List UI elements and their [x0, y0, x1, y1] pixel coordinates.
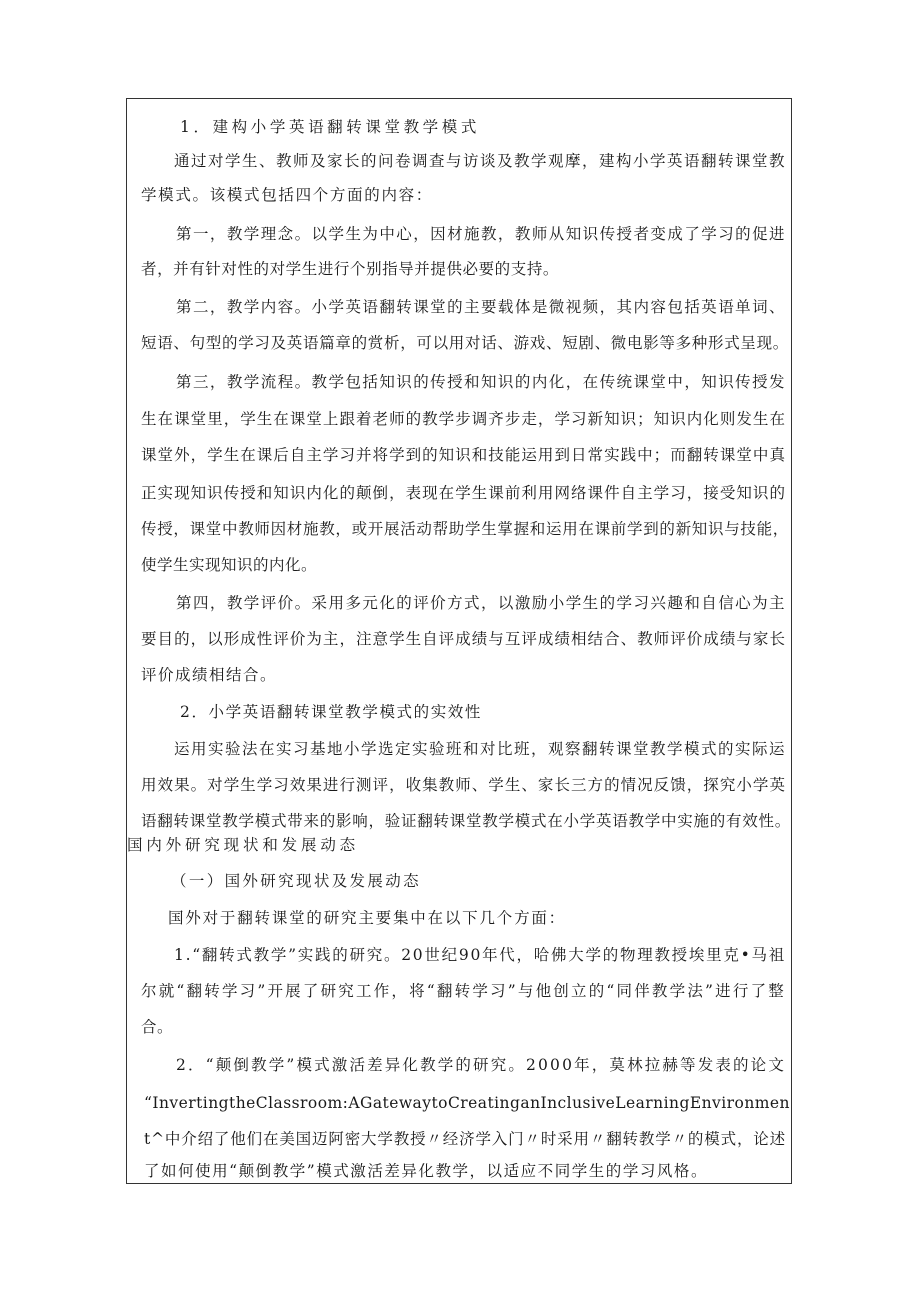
paragraph-line: 生在课堂里，学生在课堂上跟着老师的教学步调齐步走，学习新知识；知识内化则发生在: [141, 410, 786, 428]
subsection-heading: （一）国外研究现状及发展动态: [171, 872, 421, 890]
paragraph-line: 了如何使用“颠倒教学”模式激活差异化教学，以适应不同学生的学习风格。: [144, 1162, 708, 1180]
paragraph-line: 2．“颠倒教学”模式激活差异化教学的研究。2000年，莫林拉赫等发表的论文: [176, 1056, 786, 1074]
paragraph-line: 者，并有针对性的对学生进行个别指导并提供必要的支持。: [141, 260, 559, 278]
paragraph-line: 国外对于翻转课堂的研究主要集中在以下几个方面：: [168, 909, 566, 927]
paragraph-line: 评价成绩相结合。: [141, 666, 277, 684]
paragraph-line: t^中介绍了他们在美国迈阿密大学教授〃经济学入门〃时采用〃翻转教学〃的模式，论述: [144, 1130, 786, 1148]
paragraph-line: 第四，教学评价。采用多元化的评价方式，以激励小学生的学习兴趣和自信心为主: [176, 594, 786, 612]
paragraph-line: “InvertingtheClassroom:AGatewaytoCreatinganInclusiveLearningEnvironmen: [144, 1094, 790, 1112]
paragraph-line: 合。: [141, 1018, 173, 1036]
paragraph-line: 使学生实现知识的内化。: [141, 556, 317, 574]
paragraph-line: 第二，教学内容。小学英语翻转课堂的主要载体是微视频，其内容包括英语单词、: [176, 298, 786, 316]
content-table-cell: [126, 98, 792, 1184]
paragraph-line: 第三，教学流程。教学包括知识的传授和知识的内化，在传统课堂中，知识传授发: [176, 373, 786, 391]
paragraph-line: 用效果。对学生学习效果进行测评，收集教师、学生、家长三方的情况反馈，探究小学英: [141, 776, 786, 794]
paragraph-line: 课堂外，学生在课后自主学习并将学到的知识和技能运用到日常实践中；而翻转课堂中真: [141, 446, 786, 464]
paragraph-line: 学模式。该模式包括四个方面的内容：: [141, 186, 433, 204]
paragraph-line: 传授，课堂中教师因材施教，或开展活动帮助学生掌握和运用在课前学到的新知识与技能，: [141, 520, 789, 538]
paragraph-line: 短语、句型的学习及英语篇章的赏析，可以用对话、游戏、短剧、微电影等多种形式呈现。: [141, 334, 789, 352]
paragraph-line: 1.“翻转式教学”实践的研究。20世纪90年代，哈佛大学的物理教授埃里克•马祖: [174, 946, 786, 964]
section-heading: 国内外研究现状和发展动态: [127, 836, 359, 854]
paragraph-line: 要目的，以形成性评价为主，注意学生自评成绩与互评成绩相结合、教师评价成绩与家长: [141, 630, 786, 648]
paragraph-line: 正实现知识传授和知识内化的颠倒，表现在学生课前利用网络课件自主学习，接受知识的: [141, 484, 786, 502]
section-heading: 2．小学英语翻转课堂教学模式的实效性: [180, 703, 482, 721]
paragraph-line: 第一，教学理念。以学生为中心，因材施教，教师从知识传授者变成了学习的促进: [176, 225, 786, 243]
section-heading: 1．建构小学英语翻转课堂教学模式: [180, 118, 480, 136]
paragraph-line: 运用实验法在实习基地小学选定实验班和对比班，观察翻转课堂教学模式的实际运: [174, 740, 786, 758]
paragraph-line: 通过对学生、教师及家长的问卷调查与访谈及教学观摩，建构小学英语翻转课堂教: [174, 152, 786, 170]
paragraph-line: 尔就“翻转学习”开展了研究工作，将“翻转学习”与他创立的“同伴教学法”进行了整: [141, 982, 786, 1000]
paragraph-line: 语翻转课堂教学模式带来的影响，验证翻转课堂教学模式在小学英语教学中实施的有效性。: [141, 812, 791, 830]
